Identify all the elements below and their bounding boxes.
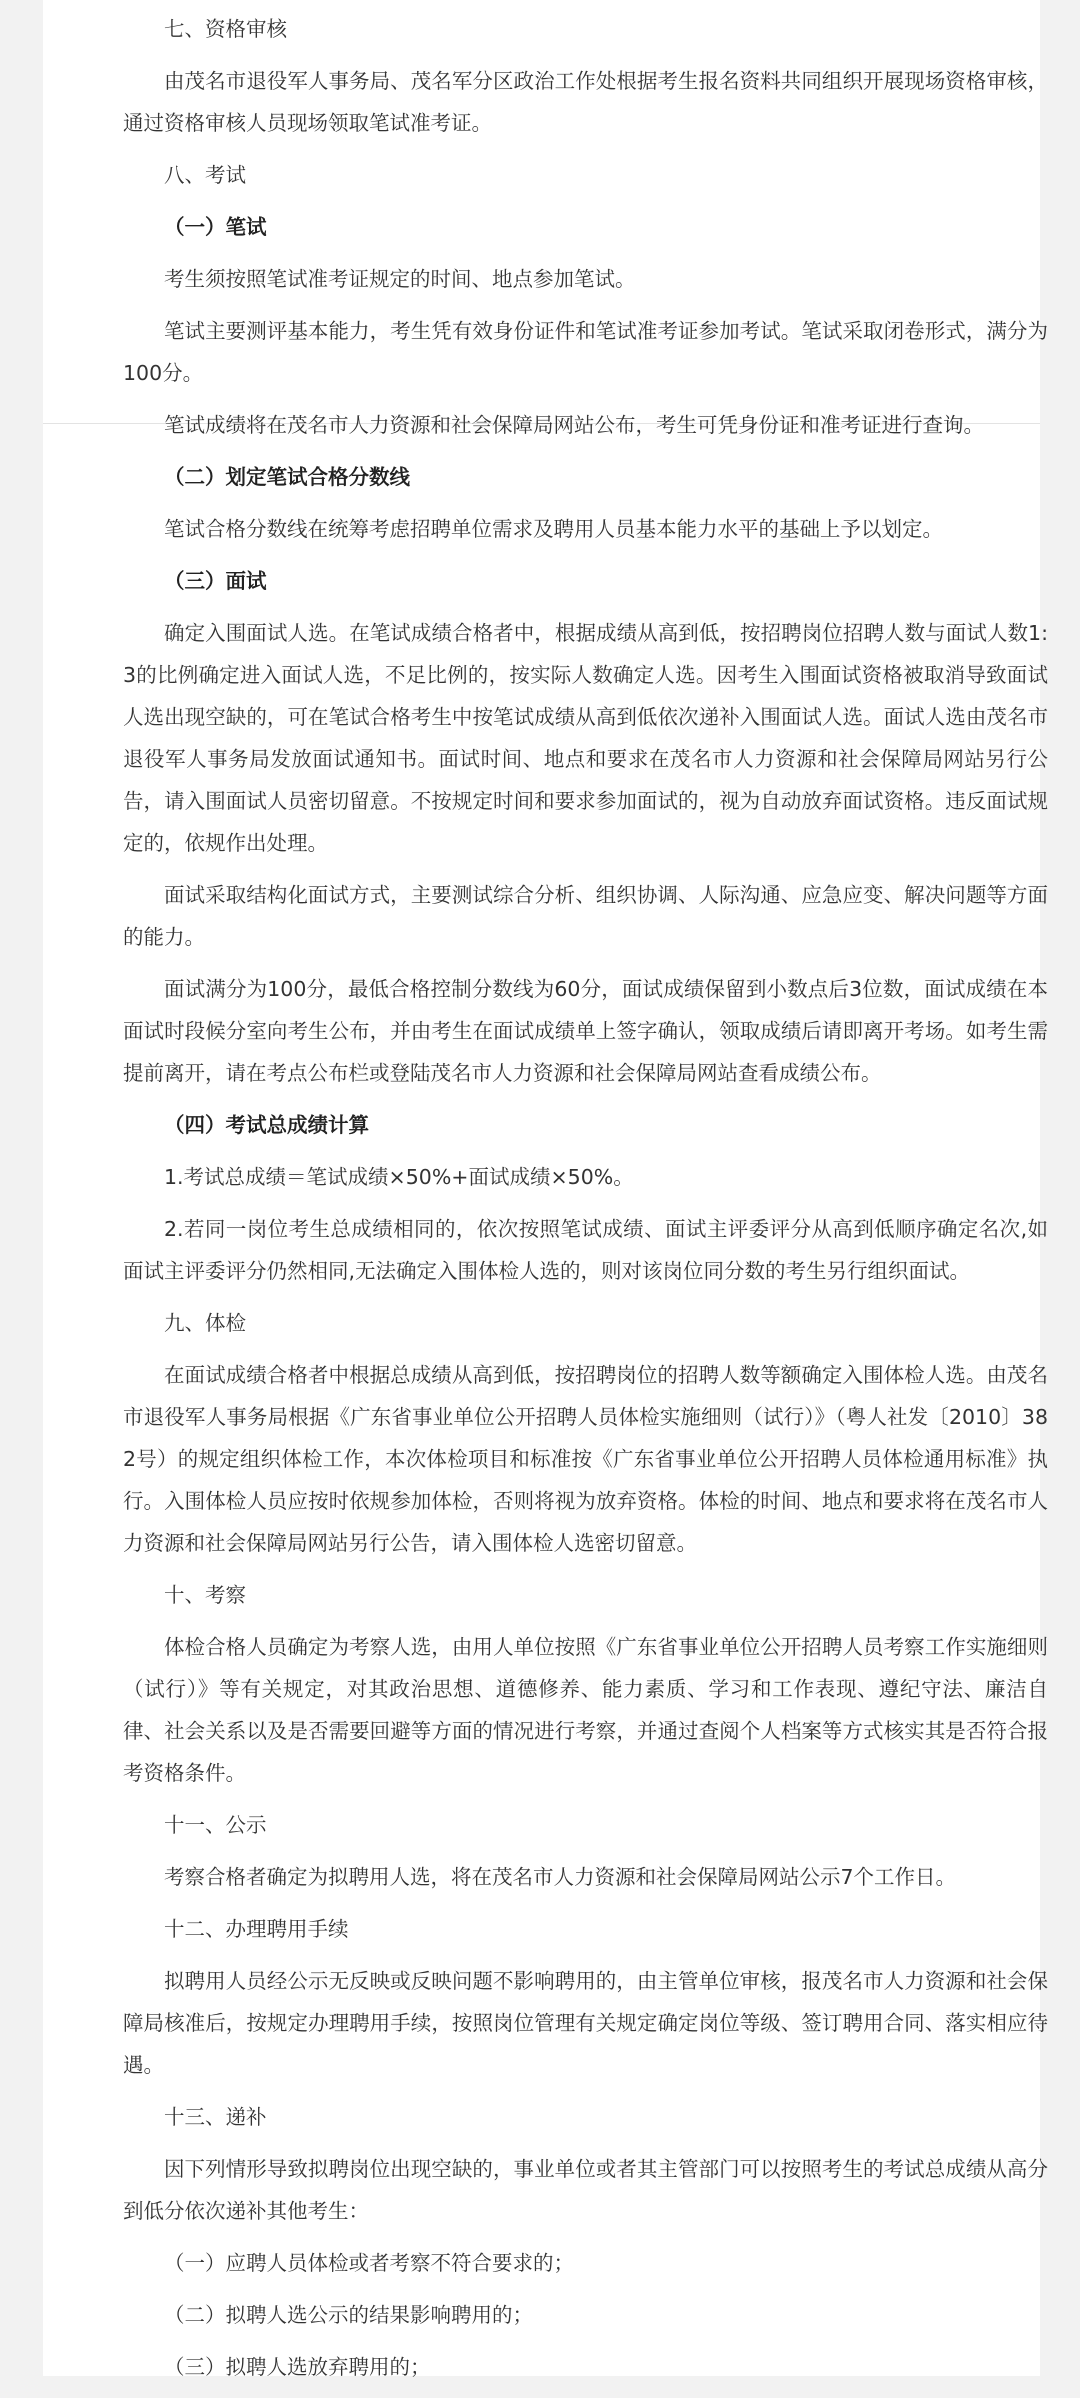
section-heading-exam: 八、考试 [164,163,246,187]
paragraph-publicity: 考察合格者确定为拟聘用人选，将在茂名市人力资源和社会保障局网站公示7个工作日。 [164,1865,957,1889]
section-heading-qualification: 七、资格审核 [164,17,287,41]
paragraph-passing-line: 笔试合格分数线在统筹考虑招聘单位需求及聘用人员基本能力水平的基础上予以划定。 [164,517,943,541]
paragraph-interview-scoring: 面试满分为100分，最低合格控制分数线为60分，面试成绩保留到小数点后3位数，面试成绩在本面试时段候分室向考生公布，并由考生在面试成绩单上签字确认，领取成绩后请即离开考场。如考生需提前离开，请在考点公布栏或登陆茂名市人力资源和社会保障局网站查看成绩公布。 [123,977,1048,1085]
paragraph-written-exam-content: 笔试主要测评基本能力，考生凭有效身份证件和笔试准考证参加考试。笔试采取闭卷形式，满分为100分。 [123,319,1048,385]
section-heading-replacement: 十三、递补 [164,2105,267,2129]
article-body [123,0,1048,2398]
subheading-interview: （三）面试 [164,569,267,593]
list-item-replacement-2: （二）拟聘人选公示的结果影响聘用的； [164,2303,533,2327]
paragraph-replacement: 因下列情形导致拟聘岗位出现空缺的，事业单位或者其主管部门可以按照考生的考试总成绩从高分到低分依次递补其他考生： [123,2157,1048,2223]
paragraph-interview-format: 面试采取结构化面试方式，主要测试综合分析、组织协调、人际沟通、应急应变、解决问题等方面的能力。 [123,883,1048,949]
paragraph-written-exam-results: 笔试成绩将在茂名市人力资源和社会保障局网站公布，考生可凭身份证和准考证进行查询。 [164,413,984,437]
section-heading-employment-procedures: 十二、办理聘用手续 [164,1917,349,1941]
paragraph-medical-exam: 在面试成绩合格者中根据总成绩从高到低，按招聘岗位的招聘人数等额确定入围体检人选。由茂名市退役军人事务局根据《广东省事业单位公开招聘人员体检实施细则（试行）》（粤人社发〔2010〕382号）的规定组织体检工作，本次体检项目和标准按《广东省事业单位公开招聘人员体检通用标准》执行。入围体检人员应按时依规参加体检，否则将视为放弃资格。体检的时间、地点和要求将在茂名市人力资源和社会保障局网站另行公告，请入围体检人选密切留意。 [123,1363,1048,1555]
section-heading-assessment: 十、考察 [164,1583,246,1607]
list-item-replacement-3: （三）拟聘人选放弃聘用的； [164,2355,431,2379]
paragraph-written-exam-time: 考生须按照笔试准考证规定的时间、地点参加笔试。 [164,267,636,291]
subheading-written-exam: （一）笔试 [164,215,267,239]
paragraph-tie-breaking: 2.若同一岗位考生总成绩相同的，依次按照笔试成绩、面试主评委评分从高到低顺序确定名次,如面试主评委评分仍然相同,无法确定入围体检人选的，则对该岗位同分数的考生另行组织面试。 [123,1217,1048,1283]
paragraph-assessment: 体检合格人员确定为考察人选，由用人单位按照《广东省事业单位公开招聘人员考察工作实施细则（试行）》等有关规定，对其政治思想、道德修养、能力素质、学习和工作表现、遵纪守法、廉洁自律、社会关系以及是否需要回避等方面的情况进行考察，并通过查阅个人档案等方式核实其是否符合报考资格条件。 [123,1635,1048,1785]
subheading-total-score: （四）考试总成绩计算 [164,1113,369,1137]
list-item-replacement-1: （一）应聘人员体检或者考察不符合要求的； [164,2251,574,2275]
paragraph-total-score-formula: 1.考试总成绩＝笔试成绩×50%+面试成绩×50%。 [164,1165,634,1189]
section-heading-publicity: 十一、公示 [164,1813,267,1837]
section-heading-medical-exam: 九、体检 [164,1311,246,1335]
paragraph-qualification: 由茂名市退役军人事务局、茂名军分区政治工作处根据考生报名资料共同组织开展现场资格审核，通过资格审核人员现场领取笔试准考证。 [123,69,1048,135]
subheading-passing-line: （二）划定笔试合格分数线 [164,465,410,489]
paragraph-interview-selection: 确定入围面试人选。在笔试成绩合格者中，根据成绩从高到低，按招聘岗位招聘人数与面试人数1:3的比例确定进入面试人选，不足比例的，按实际人数确定人选。因考生入围面试资格被取消导致面试人选出现空缺的，可在笔试合格考生中按笔试成绩从高到低依次递补入围面试人选。面试人选由茂名市退役军人事务局发放面试通知书。面试时间、地点和要求在茂名市人力资源和社会保障局网站另行公告，请入围面试人员密切留意。不按规定时间和要求参加面试的，视为自动放弃面试资格。违反面试规定的，依规作出处理。 [123,621,1048,855]
paragraph-employment-procedures: 拟聘用人员经公示无反映或反映问题不影响聘用的，由主管单位审核，报茂名市人力资源和社会保障局核准后，按规定办理聘用手续，按照岗位管理有关规定确定岗位等级、签订聘用合同、落实相应待遇。 [123,1969,1048,2077]
document-page [43,0,1048,2379]
